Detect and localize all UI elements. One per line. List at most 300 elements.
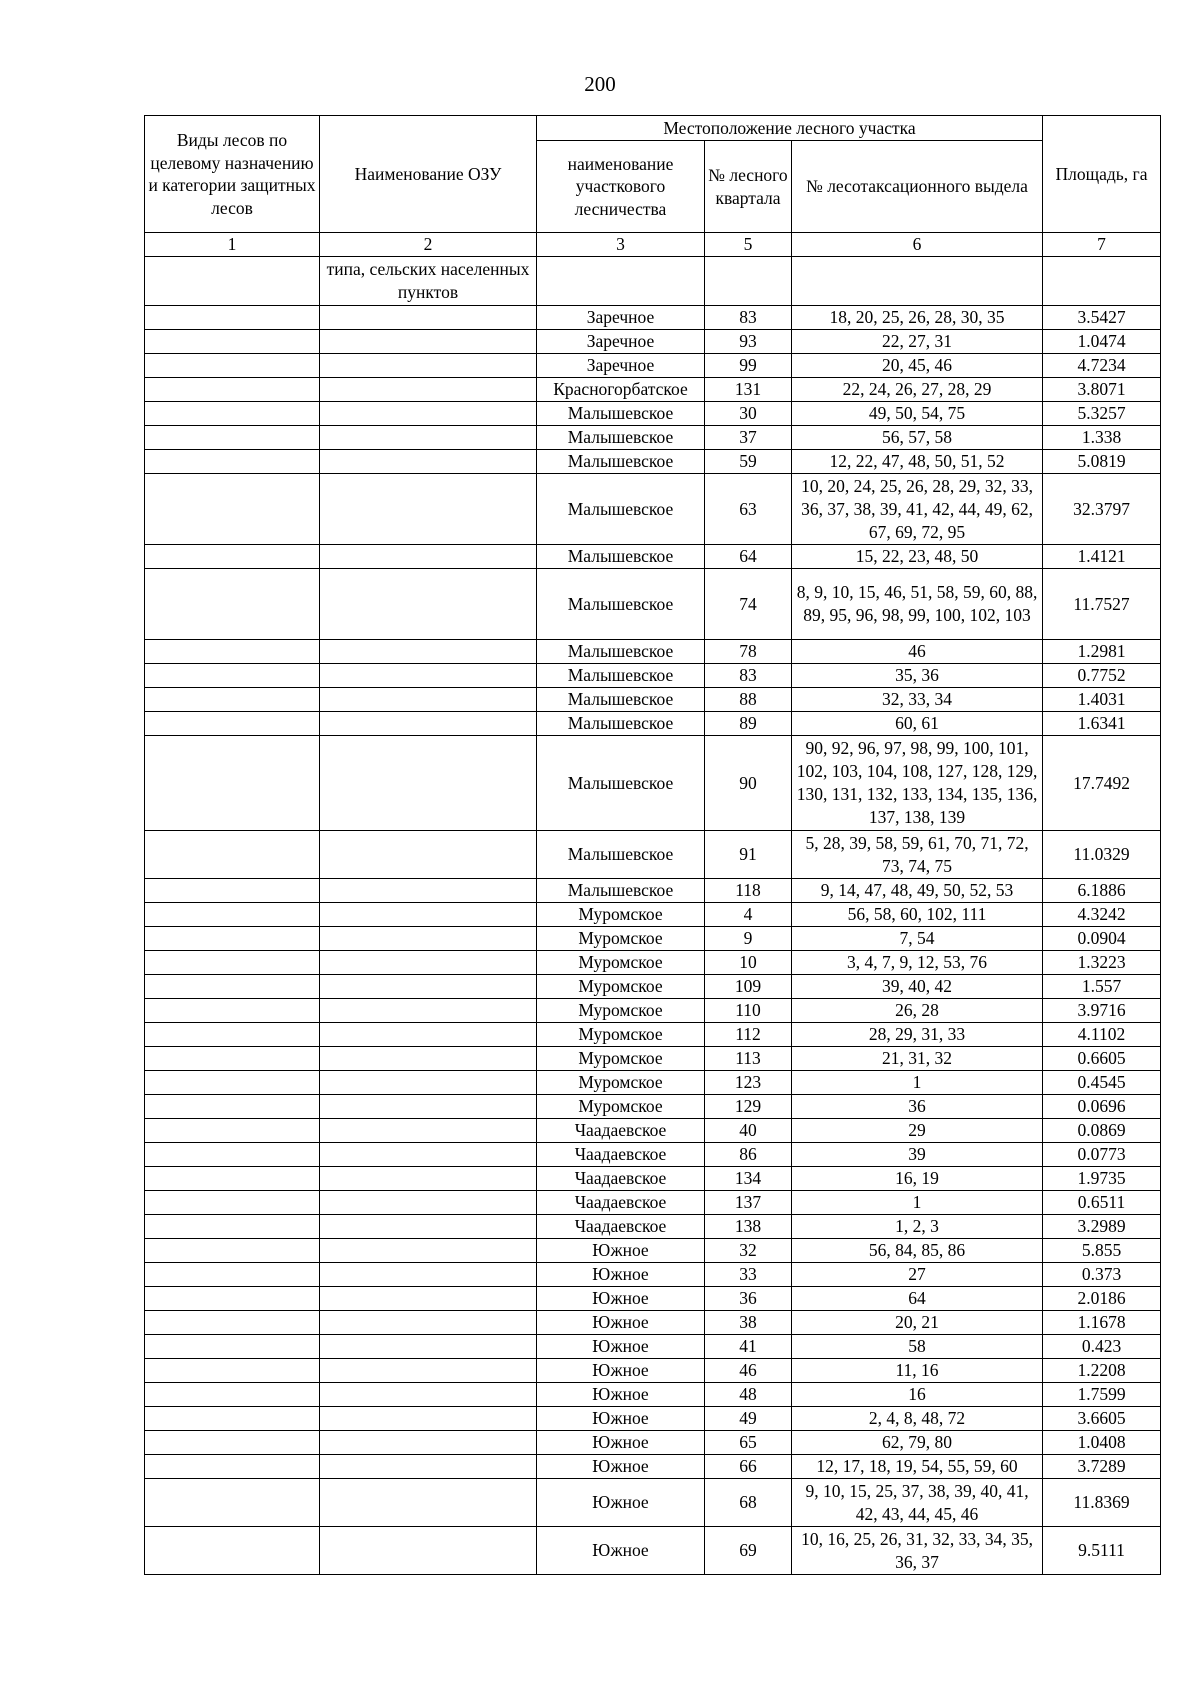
cell-plots: 10, 20, 24, 25, 26, 28, 29, 32, 33, 36, 37, 38, 39, 41, 42, 44, 49, 62, 67, 69, 72, 95 [792, 474, 1043, 545]
cell-area: 1.4031 [1043, 688, 1161, 712]
cell-quarter: 93 [705, 330, 792, 354]
table-row [145, 1287, 1161, 1311]
cell-forest-type [145, 1215, 320, 1239]
cell-ozu-name [320, 330, 537, 354]
table-row [145, 927, 1161, 951]
cell-area: 0.4545 [1043, 1071, 1161, 1095]
cell-area: 2.0186 [1043, 1287, 1161, 1311]
cell-quarter: 99 [705, 354, 792, 378]
cell-forestry: Чаадаевское [537, 1167, 705, 1191]
cell-ozu-name [320, 1383, 537, 1407]
cell-forest-type [145, 1359, 320, 1383]
cell-ozu-name [320, 712, 537, 736]
table-row [145, 831, 1161, 879]
column-number: 7 [1043, 233, 1161, 257]
cell-ozu-name [320, 1143, 537, 1167]
cell-forest-type [145, 1095, 320, 1119]
cell-forestry: Малышевское [537, 736, 705, 831]
cell-forestry: Южное [537, 1311, 705, 1335]
table-row [145, 1215, 1161, 1239]
table-row [145, 1359, 1161, 1383]
cell-plots: 49, 50, 54, 75 [792, 402, 1043, 426]
cell-area: 32.3797 [1043, 474, 1161, 545]
cell-ozu-name [320, 1167, 537, 1191]
cell-forestry: Муромское [537, 927, 705, 951]
cell-forestry: Малышевское [537, 450, 705, 474]
cell-ozu-name [320, 664, 537, 688]
cell-forestry: Заречное [537, 330, 705, 354]
table-row [145, 1119, 1161, 1143]
cell-forestry: Малышевское [537, 712, 705, 736]
cell-ozu-name [320, 1071, 537, 1095]
cell-quarter: 109 [705, 975, 792, 999]
cell-forest-type [145, 999, 320, 1023]
cell-ozu-name [320, 1215, 537, 1239]
cell-forestry: Малышевское [537, 831, 705, 879]
cell-forestry: Южное [537, 1407, 705, 1431]
cell-forestry: Малышевское [537, 640, 705, 664]
cell-ozu-name [320, 426, 537, 450]
cell-forest-type [145, 402, 320, 426]
cell-plots: 56, 84, 85, 86 [792, 1239, 1043, 1263]
cell-forest-type [145, 569, 320, 640]
cell-plots: 11, 16 [792, 1359, 1043, 1383]
cell-plots: 35, 36 [792, 664, 1043, 688]
cell-forestry: Муромское [537, 1095, 705, 1119]
cell-forestry: Южное [537, 1239, 705, 1263]
cell-ozu-name [320, 1479, 537, 1527]
cell-forest-type [145, 450, 320, 474]
cell-forestry: Южное [537, 1263, 705, 1287]
table-row [145, 1143, 1161, 1167]
cell-forestry: Чаадаевское [537, 1215, 705, 1239]
cell-forest-type [145, 1263, 320, 1287]
cell-quarter: 66 [705, 1455, 792, 1479]
cell-plots: 20, 45, 46 [792, 354, 1043, 378]
cell-quarter [705, 257, 792, 306]
cell-quarter: 38 [705, 1311, 792, 1335]
cell-forest-type [145, 330, 320, 354]
cell-ozu-name [320, 736, 537, 831]
table-row [145, 545, 1161, 569]
cell-forest-type [145, 1527, 320, 1575]
cell-ozu-name [320, 879, 537, 903]
cell-quarter: 4 [705, 903, 792, 927]
cell-forestry: Заречное [537, 306, 705, 330]
cell-ozu-name [320, 450, 537, 474]
cell-area: 0.0696 [1043, 1095, 1161, 1119]
table-row [145, 426, 1161, 450]
table-row [145, 1167, 1161, 1191]
cell-forestry: Муромское [537, 1071, 705, 1095]
cell-ozu-name [320, 545, 537, 569]
cell-quarter: 64 [705, 545, 792, 569]
cell-area: 11.8369 [1043, 1479, 1161, 1527]
cell-ozu-name [320, 1455, 537, 1479]
cell-forest-type [145, 951, 320, 975]
cell-forestry: Южное [537, 1287, 705, 1311]
cell-plots: 29 [792, 1119, 1043, 1143]
cell-forest-type [145, 1383, 320, 1407]
cell-ozu-name [320, 1311, 537, 1335]
cell-forest-type [145, 257, 320, 306]
cell-forestry: Муромское [537, 951, 705, 975]
cell-ozu-name [320, 951, 537, 975]
cell-plots: 8, 9, 10, 15, 46, 51, 58, 59, 60, 88, 89, 95, 96, 98, 99, 100, 102, 103 [792, 569, 1043, 640]
cell-forest-type [145, 640, 320, 664]
table-row [145, 975, 1161, 999]
cell-ozu-name [320, 1431, 537, 1455]
cell-plots: 7, 54 [792, 927, 1043, 951]
cell-forestry: Заречное [537, 354, 705, 378]
cell-plots: 1 [792, 1191, 1043, 1215]
cell-quarter: 86 [705, 1143, 792, 1167]
cell-plots: 3, 4, 7, 9, 12, 53, 76 [792, 951, 1043, 975]
cell-area: 1.1678 [1043, 1311, 1161, 1335]
cell-plots: 2, 4, 8, 48, 72 [792, 1407, 1043, 1431]
cell-forest-type [145, 664, 320, 688]
table-row [145, 1455, 1161, 1479]
cell-forest-type [145, 1167, 320, 1191]
cell-ozu-name [320, 1407, 537, 1431]
column-number: 5 [705, 233, 792, 257]
cell-quarter: 36 [705, 1287, 792, 1311]
cell-quarter: 48 [705, 1383, 792, 1407]
cell-area: 3.2989 [1043, 1215, 1161, 1239]
cell-plots: 20, 21 [792, 1311, 1043, 1335]
table-row [145, 402, 1161, 426]
table-row [145, 1239, 1161, 1263]
cell-area: 1.2981 [1043, 640, 1161, 664]
cell-quarter: 9 [705, 927, 792, 951]
cell-forestry: Муромское [537, 1047, 705, 1071]
cell-ozu-name [320, 999, 537, 1023]
cell-ozu-name [320, 1191, 537, 1215]
table-row [145, 712, 1161, 736]
column-number: 3 [537, 233, 705, 257]
cell-forest-type [145, 1119, 320, 1143]
cell-forest-type [145, 1143, 320, 1167]
cell-plots: 12, 22, 47, 48, 50, 51, 52 [792, 450, 1043, 474]
cell-quarter: 118 [705, 879, 792, 903]
cell-ozu-name: типа, сельских населенных пунктов [320, 257, 537, 306]
cell-plots: 12, 17, 18, 19, 54, 55, 59, 60 [792, 1455, 1043, 1479]
cell-plots: 36 [792, 1095, 1043, 1119]
cell-area: 3.7289 [1043, 1455, 1161, 1479]
cell-ozu-name [320, 402, 537, 426]
cell-quarter: 68 [705, 1479, 792, 1527]
cell-ozu-name [320, 975, 537, 999]
cell-area: 3.5427 [1043, 306, 1161, 330]
table-row [145, 1263, 1161, 1287]
table-row [145, 999, 1161, 1023]
cell-ozu-name [320, 1023, 537, 1047]
header-location-group: Местоположение лесного участка [537, 116, 1043, 141]
cell-plots: 9, 10, 15, 25, 37, 38, 39, 40, 41, 42, 43, 44, 45, 46 [792, 1479, 1043, 1527]
cell-area: 1.9735 [1043, 1167, 1161, 1191]
header-ozu-name: Наименование ОЗУ [320, 116, 537, 233]
cell-quarter: 30 [705, 402, 792, 426]
cell-quarter: 37 [705, 426, 792, 450]
cell-area: 4.7234 [1043, 354, 1161, 378]
table-row [145, 1311, 1161, 1335]
cell-ozu-name [320, 1239, 537, 1263]
cell-forestry: Южное [537, 1479, 705, 1527]
table-row [145, 1431, 1161, 1455]
cell-plots: 28, 29, 31, 33 [792, 1023, 1043, 1047]
cell-forest-type [145, 1023, 320, 1047]
table-row [145, 879, 1161, 903]
cell-forest-type [145, 426, 320, 450]
cell-plots [792, 257, 1043, 306]
table-row [145, 1191, 1161, 1215]
cell-forest-type [145, 1407, 320, 1431]
cell-ozu-name [320, 640, 537, 664]
cell-quarter: 90 [705, 736, 792, 831]
cell-forest-type [145, 1287, 320, 1311]
cell-quarter: 112 [705, 1023, 792, 1047]
cell-quarter: 138 [705, 1215, 792, 1239]
cell-ozu-name [320, 1119, 537, 1143]
cell-forest-type [145, 879, 320, 903]
cell-quarter: 91 [705, 831, 792, 879]
cell-ozu-name [320, 354, 537, 378]
cell-forestry: Малышевское [537, 569, 705, 640]
cell-forestry: Муромское [537, 999, 705, 1023]
cell-quarter: 83 [705, 664, 792, 688]
cell-quarter: 129 [705, 1095, 792, 1119]
cell-ozu-name [320, 903, 537, 927]
cell-quarter: 41 [705, 1335, 792, 1359]
cell-forest-type [145, 975, 320, 999]
table-row [145, 1383, 1161, 1407]
cell-area: 1.3223 [1043, 951, 1161, 975]
cell-plots: 46 [792, 640, 1043, 664]
cell-plots: 27 [792, 1263, 1043, 1287]
cell-quarter: 123 [705, 1071, 792, 1095]
cell-forest-type [145, 1047, 320, 1071]
column-number: 1 [145, 233, 320, 257]
table-row [145, 736, 1161, 831]
cell-ozu-name [320, 569, 537, 640]
cell-plots: 16, 19 [792, 1167, 1043, 1191]
cell-plots: 9, 14, 47, 48, 49, 50, 52, 53 [792, 879, 1043, 903]
cell-plots: 32, 33, 34 [792, 688, 1043, 712]
cell-area: 1.0474 [1043, 330, 1161, 354]
cell-area: 4.3242 [1043, 903, 1161, 927]
cell-quarter: 10 [705, 951, 792, 975]
cell-plots: 1 [792, 1071, 1043, 1095]
cell-area: 0.423 [1043, 1335, 1161, 1359]
cell-ozu-name [320, 927, 537, 951]
cell-quarter: 83 [705, 306, 792, 330]
cell-quarter: 65 [705, 1431, 792, 1455]
cell-forestry: Южное [537, 1431, 705, 1455]
cell-plots: 15, 22, 23, 48, 50 [792, 545, 1043, 569]
cell-ozu-name [320, 1047, 537, 1071]
cell-forest-type [145, 736, 320, 831]
cell-ozu-name [320, 1335, 537, 1359]
cell-area: 0.373 [1043, 1263, 1161, 1287]
cell-forestry: Красногорбатское [537, 378, 705, 402]
cell-forest-type [145, 927, 320, 951]
cell-forestry: Южное [537, 1335, 705, 1359]
cell-plots: 5, 28, 39, 58, 59, 61, 70, 71, 72, 73, 74, 75 [792, 831, 1043, 879]
cell-area: 0.6511 [1043, 1191, 1161, 1215]
cell-forest-type [145, 712, 320, 736]
cell-forest-type [145, 1335, 320, 1359]
cell-area: 1.2208 [1043, 1359, 1161, 1383]
cell-forest-type [145, 1191, 320, 1215]
cell-plots: 26, 28 [792, 999, 1043, 1023]
cell-plots: 22, 24, 26, 27, 28, 29 [792, 378, 1043, 402]
cell-forest-type [145, 1479, 320, 1527]
header-area: Площадь, га [1043, 116, 1161, 233]
cell-area: 0.6605 [1043, 1047, 1161, 1071]
cell-area: 3.8071 [1043, 378, 1161, 402]
cell-forestry: Малышевское [537, 402, 705, 426]
cell-plots: 58 [792, 1335, 1043, 1359]
cell-forestry: Муромское [537, 1023, 705, 1047]
cell-area: 6.1886 [1043, 879, 1161, 903]
column-number: 6 [792, 233, 1043, 257]
cell-ozu-name [320, 831, 537, 879]
cell-quarter: 40 [705, 1119, 792, 1143]
table-row [145, 1479, 1161, 1527]
cell-plots: 62, 79, 80 [792, 1431, 1043, 1455]
table-row [145, 664, 1161, 688]
cell-forest-type [145, 688, 320, 712]
cell-quarter: 59 [705, 450, 792, 474]
cell-area [1043, 257, 1161, 306]
table-row [145, 640, 1161, 664]
cell-quarter: 134 [705, 1167, 792, 1191]
cell-forestry [537, 257, 705, 306]
table-row [145, 474, 1161, 545]
cell-quarter: 63 [705, 474, 792, 545]
cell-forestry: Малышевское [537, 664, 705, 688]
cell-ozu-name [320, 1095, 537, 1119]
table-row [145, 1095, 1161, 1119]
header-forestry-name: наименование участкового лесничества [537, 141, 705, 233]
cell-forestry: Чаадаевское [537, 1119, 705, 1143]
cell-forest-type [145, 831, 320, 879]
cell-area: 0.0869 [1043, 1119, 1161, 1143]
cell-ozu-name [320, 688, 537, 712]
cell-forestry: Малышевское [537, 545, 705, 569]
cell-quarter: 46 [705, 1359, 792, 1383]
cell-area: 11.0329 [1043, 831, 1161, 879]
cell-forest-type [145, 354, 320, 378]
cell-quarter: 74 [705, 569, 792, 640]
cell-ozu-name [320, 1359, 537, 1383]
cell-quarter: 137 [705, 1191, 792, 1215]
table-row [145, 354, 1161, 378]
table-row [145, 330, 1161, 354]
table-row [145, 688, 1161, 712]
cell-forestry: Чаадаевское [537, 1191, 705, 1215]
cell-plots: 56, 58, 60, 102, 111 [792, 903, 1043, 927]
cell-forestry: Малышевское [537, 426, 705, 450]
cell-ozu-name [320, 1263, 537, 1287]
cell-plots: 18, 20, 25, 26, 28, 30, 35 [792, 306, 1043, 330]
cell-forest-type [145, 1071, 320, 1095]
cell-plots: 21, 31, 32 [792, 1047, 1043, 1071]
cell-forest-type [145, 474, 320, 545]
table-row [145, 1023, 1161, 1047]
header-forest-type: Виды лесов по целевому назначению и категории защитных лесов [145, 116, 320, 233]
header-plot-number: № лесотаксационного выдела [792, 141, 1043, 233]
cell-area: 9.5111 [1043, 1527, 1161, 1575]
cell-plots: 16 [792, 1383, 1043, 1407]
cell-forestry: Малышевское [537, 474, 705, 545]
table-row [145, 903, 1161, 927]
cell-area: 0.0904 [1043, 927, 1161, 951]
cell-forest-type [145, 1431, 320, 1455]
cell-quarter: 88 [705, 688, 792, 712]
cell-quarter: 113 [705, 1047, 792, 1071]
cell-forest-type [145, 1311, 320, 1335]
cell-plots: 1, 2, 3 [792, 1215, 1043, 1239]
cell-forestry: Малышевское [537, 688, 705, 712]
cell-area: 11.7527 [1043, 569, 1161, 640]
cell-forestry: Южное [537, 1359, 705, 1383]
column-number: 2 [320, 233, 537, 257]
cell-area: 1.6341 [1043, 712, 1161, 736]
cell-forest-type [145, 378, 320, 402]
page-number: 200 [584, 72, 616, 96]
cell-area: 1.7599 [1043, 1383, 1161, 1407]
cell-forestry: Южное [537, 1527, 705, 1575]
cell-quarter: 49 [705, 1407, 792, 1431]
cell-forestry: Муромское [537, 975, 705, 999]
cell-area: 1.338 [1043, 426, 1161, 450]
cell-plots: 39, 40, 42 [792, 975, 1043, 999]
cell-area: 5.855 [1043, 1239, 1161, 1263]
table-row [145, 1527, 1161, 1575]
cell-ozu-name [320, 474, 537, 545]
cell-forest-type [145, 1455, 320, 1479]
cell-plots: 90, 92, 96, 97, 98, 99, 100, 101, 102, 103, 104, 108, 127, 128, 129, 130, 131, 132, 133, 134, 135, 136, 137, 138, 139 [792, 736, 1043, 831]
table-row [145, 951, 1161, 975]
cell-forestry: Южное [537, 1455, 705, 1479]
table-row [145, 1407, 1161, 1431]
cell-area: 3.9716 [1043, 999, 1161, 1023]
cell-forest-type [145, 903, 320, 927]
cell-ozu-name [320, 306, 537, 330]
cell-area: 5.0819 [1043, 450, 1161, 474]
cell-quarter: 131 [705, 378, 792, 402]
table-row [145, 1335, 1161, 1359]
cell-quarter: 32 [705, 1239, 792, 1263]
cell-plots: 10, 16, 25, 26, 31, 32, 33, 34, 35, 36, 37 [792, 1527, 1043, 1575]
table-row [145, 450, 1161, 474]
cell-area: 17.7492 [1043, 736, 1161, 831]
cell-plots: 56, 57, 58 [792, 426, 1043, 450]
table-row [145, 378, 1161, 402]
cell-plots: 39 [792, 1143, 1043, 1167]
cell-quarter: 78 [705, 640, 792, 664]
cell-area: 0.7752 [1043, 664, 1161, 688]
table-row [145, 1071, 1161, 1095]
cell-quarter: 33 [705, 1263, 792, 1287]
cell-forest-type [145, 306, 320, 330]
cell-area: 5.3257 [1043, 402, 1161, 426]
cell-area: 4.1102 [1043, 1023, 1161, 1047]
cell-forestry: Чаадаевское [537, 1143, 705, 1167]
header-quarter-number: № лесного квартала [705, 141, 792, 233]
cell-area: 1.4121 [1043, 545, 1161, 569]
